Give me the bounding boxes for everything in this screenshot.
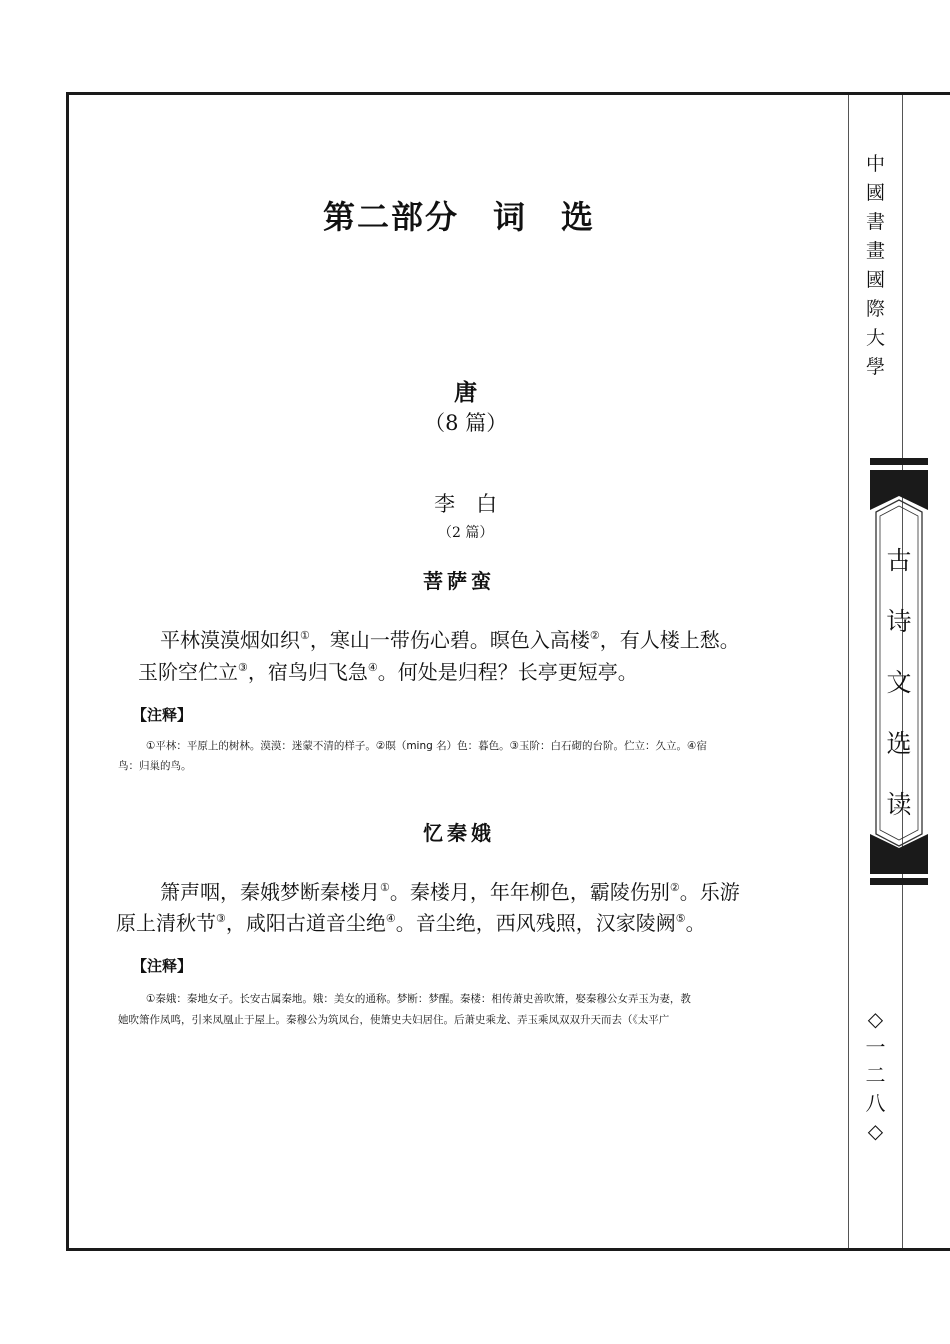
poem2-notes-label: 【注释】: [132, 957, 193, 975]
author-count: （2 篇）: [438, 525, 494, 541]
page-number: ◇ 一 二 八 ◇: [865, 1007, 886, 1143]
dynasty-count: （8 篇）: [424, 411, 508, 435]
poem1-note-line-1: ①平林：平原上的树林。漠漠：迷蒙不清的样子。②暝（ming 名）色：暮色。③玉阶：白石砌的台阶。伫立：久立。④宿: [146, 740, 707, 752]
author-heading: [70, 464, 848, 542]
poem2-note-line-1: ①秦娥：秦地女子。长安古属秦地。娥：美女的通称。梦断：梦醒。秦楼：相传萧史善吹箫，娶秦穆公女弄玉为妻，教: [146, 993, 691, 1005]
poem1-note-line-2: 鸟：归巢的鸟。: [118, 760, 192, 772]
poem2-note-line-2: 她吹箫作凤鸣，引来凤凰止于屋上。秦穆公为筑凤台，使箫史夫妇居住。后萧史乘龙、弄玉乘凤双双升天而去（《太平广: [118, 1014, 670, 1026]
university-name: 中 國 書 畫 國 際 大 學: [865, 153, 885, 378]
poem1-notes-label: 【注释】: [132, 706, 193, 724]
part-title: 第二部分 词 选: [322, 198, 595, 236]
poem1-line-1: 平林漠漠烟如织①，寒山一带伤心碧。暝色入高楼②，有人楼上愁。: [160, 628, 740, 652]
ornament-bar-top: [870, 458, 928, 465]
ornament-chevron-bottom-icon: [870, 834, 928, 874]
book-title: 古 诗 文 选 读: [886, 546, 912, 819]
poem2-line-1: 箫声咽，秦娥梦断秦楼月①。秦楼月，年年柳色，霸陵伤别②。乐游: [160, 880, 740, 904]
poem-title-yiqine: 忆秦娥: [423, 821, 495, 845]
poem-title-pusaman: 菩萨蛮: [423, 569, 495, 593]
dynasty-name: 唐: [454, 379, 478, 406]
ornament-bar-bottom: [870, 878, 928, 885]
poem2-line-2: 原上清秋节③，咸阳古道音尘绝④。音尘绝，西风残照，汉家陵阙⑤。: [116, 911, 706, 935]
author-name: 李 白: [434, 492, 498, 516]
dynasty-heading: [70, 350, 848, 437]
poem1-line-2: 玉阶空伫立③，宿鸟归飞急④。何处是归程？长亭更短亭。: [138, 660, 638, 684]
